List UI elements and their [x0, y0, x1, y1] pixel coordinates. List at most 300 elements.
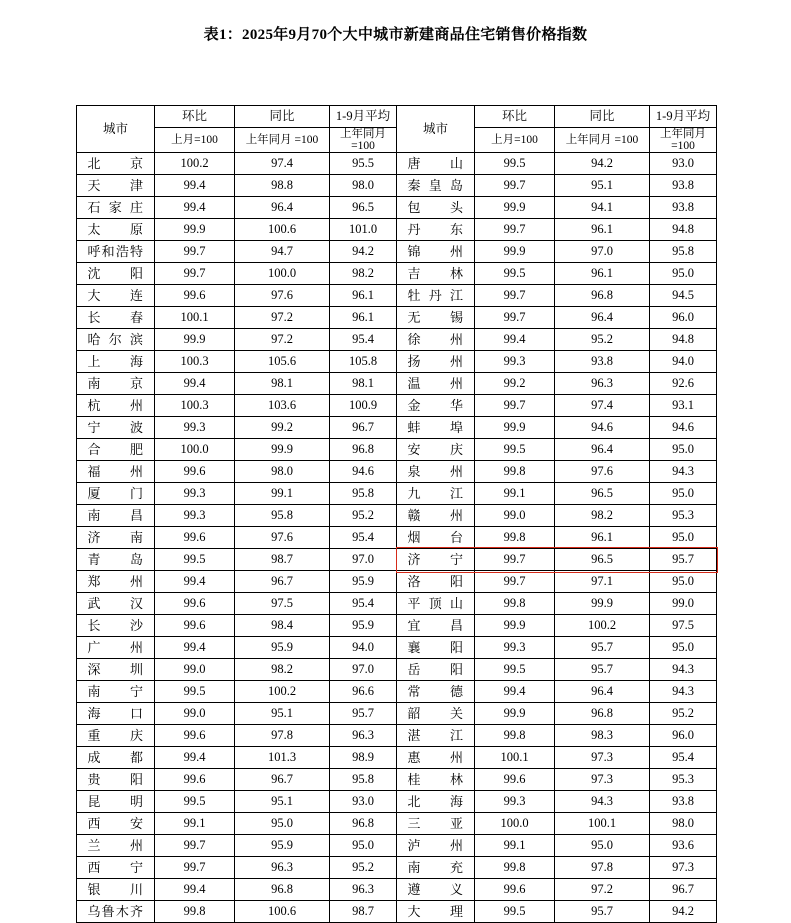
value-cell: 94.6 [650, 417, 717, 439]
value-cell: 99.7 [155, 835, 235, 857]
value-cell: 99.3 [475, 637, 555, 659]
value-cell: 99.0 [650, 593, 717, 615]
city-name-left: 海口 [77, 703, 155, 725]
value-cell: 100.0 [155, 439, 235, 461]
page-title: 表1：2025年9月70个大中城市新建商品住宅销售价格指数 [203, 27, 588, 43]
value-cell: 96.7 [235, 571, 330, 593]
value-cell: 94.2 [330, 241, 397, 263]
city-name-left: 长春 [77, 307, 155, 329]
value-cell: 100.2 [555, 615, 650, 637]
value-cell: 99.8 [475, 527, 555, 549]
table-head [77, 106, 717, 153]
value-cell: 96.3 [235, 857, 330, 879]
value-cell: 95.1 [235, 703, 330, 725]
city-name-left: 厦门 [77, 483, 155, 505]
city-name-left: 福州 [77, 461, 155, 483]
header-group-yoy-right: 同比 [555, 106, 650, 128]
city-name-left: 哈尔滨 [77, 329, 155, 351]
value-cell: 99.9 [475, 615, 555, 637]
city-name-right: 遵义 [397, 879, 475, 901]
value-cell: 93.8 [650, 197, 717, 219]
table-row [77, 527, 717, 549]
value-cell: 99.7 [155, 263, 235, 285]
value-cell: 98.2 [555, 505, 650, 527]
value-cell: 99.0 [155, 703, 235, 725]
value-cell: 97.6 [235, 527, 330, 549]
value-cell: 95.1 [555, 175, 650, 197]
value-cell: 94.3 [555, 791, 650, 813]
table-row [77, 725, 717, 747]
value-cell: 97.3 [555, 747, 650, 769]
value-cell: 95.0 [650, 571, 717, 593]
city-name-right: 蚌埠 [397, 417, 475, 439]
value-cell: 95.0 [650, 483, 717, 505]
table-row [77, 615, 717, 637]
value-cell: 96.4 [555, 439, 650, 461]
city-name-right: 湛江 [397, 725, 475, 747]
value-cell: 97.5 [650, 615, 717, 637]
value-cell: 99.5 [155, 681, 235, 703]
value-cell: 99.6 [155, 615, 235, 637]
value-cell: 94.2 [555, 153, 650, 175]
table-row [77, 417, 717, 439]
city-name-right: 扬州 [397, 351, 475, 373]
value-cell: 98.8 [235, 175, 330, 197]
value-cell: 96.8 [330, 439, 397, 461]
city-name-left: 合肥 [77, 439, 155, 461]
city-name-left: 宁波 [77, 417, 155, 439]
city-name-right: 温州 [397, 373, 475, 395]
value-cell: 96.4 [555, 307, 650, 329]
value-cell: 95.3 [650, 769, 717, 791]
value-cell: 94.6 [555, 417, 650, 439]
city-name-left: 乌鲁木齐 [77, 901, 155, 923]
value-cell: 96.1 [555, 527, 650, 549]
value-cell: 99.9 [235, 439, 330, 461]
value-cell: 95.0 [555, 835, 650, 857]
table-row [77, 197, 717, 219]
value-cell: 99.4 [155, 637, 235, 659]
value-cell: 98.1 [330, 373, 397, 395]
value-cell: 96.0 [650, 725, 717, 747]
table-row [77, 681, 717, 703]
header-sub-avg-left: 上年同月 =100 [330, 128, 397, 153]
value-cell: 96.5 [330, 197, 397, 219]
city-name-right: 洛阳 [397, 571, 475, 593]
value-cell: 99.9 [555, 593, 650, 615]
city-name-right: 泉州 [397, 461, 475, 483]
city-name-right: 丹东 [397, 219, 475, 241]
value-cell: 97.5 [235, 593, 330, 615]
value-cell: 95.7 [330, 703, 397, 725]
value-cell: 96.8 [235, 879, 330, 901]
value-cell: 105.6 [235, 351, 330, 373]
city-name-left: 西安 [77, 813, 155, 835]
city-name-right: 锦州 [397, 241, 475, 263]
table-row [77, 857, 717, 879]
city-name-right: 南充 [397, 857, 475, 879]
value-cell: 99.1 [475, 483, 555, 505]
value-cell: 94.6 [330, 461, 397, 483]
value-cell: 99.4 [155, 175, 235, 197]
value-cell: 99.3 [155, 483, 235, 505]
value-cell: 98.1 [235, 373, 330, 395]
value-cell: 98.0 [650, 813, 717, 835]
value-cell: 93.8 [555, 351, 650, 373]
value-cell: 95.0 [650, 527, 717, 549]
value-cell: 99.6 [155, 527, 235, 549]
value-cell: 94.3 [650, 659, 717, 681]
value-cell: 99.6 [155, 461, 235, 483]
value-cell: 99.7 [475, 307, 555, 329]
value-cell: 96.5 [555, 483, 650, 505]
city-name-left: 武汉 [77, 593, 155, 615]
value-cell: 99.5 [475, 659, 555, 681]
value-cell: 99.9 [475, 241, 555, 263]
value-cell: 94.3 [650, 681, 717, 703]
city-name-right: 牡丹江 [397, 285, 475, 307]
value-cell: 99.2 [235, 417, 330, 439]
value-cell: 94.8 [650, 219, 717, 241]
value-cell: 99.9 [475, 703, 555, 725]
value-cell: 95.7 [555, 637, 650, 659]
value-cell: 99.3 [155, 505, 235, 527]
value-cell: 105.8 [330, 351, 397, 373]
value-cell: 93.0 [650, 153, 717, 175]
value-cell: 99.9 [155, 329, 235, 351]
value-cell: 95.3 [650, 505, 717, 527]
value-cell: 98.0 [330, 175, 397, 197]
value-cell: 100.1 [475, 747, 555, 769]
value-cell: 95.0 [235, 813, 330, 835]
value-cell: 99.7 [475, 571, 555, 593]
table-row [77, 175, 717, 197]
city-name-left: 杭州 [77, 395, 155, 417]
value-cell: 99.7 [475, 395, 555, 417]
city-name-right: 岳阳 [397, 659, 475, 681]
value-cell: 99.3 [155, 417, 235, 439]
city-name-right: 泸州 [397, 835, 475, 857]
value-cell: 97.3 [555, 769, 650, 791]
value-cell: 100.0 [235, 263, 330, 285]
city-name-right: 包头 [397, 197, 475, 219]
city-name-right: 宜昌 [397, 615, 475, 637]
value-cell: 96.0 [650, 307, 717, 329]
value-cell: 95.9 [330, 615, 397, 637]
city-name-right: 秦皇岛 [397, 175, 475, 197]
table-row [77, 571, 717, 593]
value-cell: 99.4 [155, 197, 235, 219]
value-cell: 99.6 [155, 769, 235, 791]
value-cell: 95.0 [330, 835, 397, 857]
value-cell: 99.8 [475, 461, 555, 483]
value-cell: 101.3 [235, 747, 330, 769]
value-cell: 97.8 [235, 725, 330, 747]
city-name-left: 深圳 [77, 659, 155, 681]
city-name-right: 吉林 [397, 263, 475, 285]
table-row [77, 593, 717, 615]
value-cell: 99.1 [475, 835, 555, 857]
value-cell: 96.7 [330, 417, 397, 439]
header-sub-yoy-right: 上年同月 =100 [555, 128, 650, 153]
city-name-left: 重庆 [77, 725, 155, 747]
table-row [77, 791, 717, 813]
value-cell: 95.7 [650, 549, 717, 571]
value-cell: 99.7 [475, 219, 555, 241]
table-row [77, 813, 717, 835]
value-cell: 95.4 [330, 593, 397, 615]
table-row [77, 901, 717, 923]
value-cell: 99.9 [155, 219, 235, 241]
value-cell: 96.8 [555, 703, 650, 725]
value-cell: 95.9 [235, 637, 330, 659]
city-name-right: 三亚 [397, 813, 475, 835]
value-cell: 98.2 [235, 659, 330, 681]
city-name-right: 安庆 [397, 439, 475, 461]
value-cell: 97.4 [555, 395, 650, 417]
value-cell: 96.1 [555, 219, 650, 241]
value-cell: 99.4 [155, 747, 235, 769]
city-name-left: 西宁 [77, 857, 155, 879]
value-cell: 93.8 [650, 175, 717, 197]
value-cell: 99.7 [475, 549, 555, 571]
city-name-right: 桂林 [397, 769, 475, 791]
city-name-left: 广州 [77, 637, 155, 659]
value-cell: 99.4 [155, 571, 235, 593]
value-cell: 99.4 [155, 879, 235, 901]
value-cell: 95.2 [650, 703, 717, 725]
value-cell: 94.2 [650, 901, 717, 923]
value-cell: 92.6 [650, 373, 717, 395]
value-cell: 99.6 [475, 769, 555, 791]
value-cell: 99.7 [155, 241, 235, 263]
value-cell: 95.8 [235, 505, 330, 527]
value-cell: 96.1 [330, 285, 397, 307]
value-cell: 100.2 [155, 153, 235, 175]
value-cell: 96.1 [330, 307, 397, 329]
table-row [77, 769, 717, 791]
value-cell: 95.2 [330, 857, 397, 879]
value-cell: 98.7 [235, 549, 330, 571]
table-row [77, 461, 717, 483]
city-name-right: 九江 [397, 483, 475, 505]
city-name-left: 银川 [77, 879, 155, 901]
value-cell: 98.4 [235, 615, 330, 637]
value-cell: 95.2 [555, 329, 650, 351]
value-cell: 95.1 [235, 791, 330, 813]
price-index-table [76, 105, 717, 923]
value-cell: 98.9 [330, 747, 397, 769]
table-body [77, 153, 717, 923]
value-cell: 97.0 [330, 659, 397, 681]
city-name-left: 沈阳 [77, 263, 155, 285]
value-cell: 95.8 [330, 769, 397, 791]
table-row [77, 351, 717, 373]
city-name-left: 呼和浩特 [77, 241, 155, 263]
value-cell: 94.7 [235, 241, 330, 263]
value-cell: 94.0 [330, 637, 397, 659]
value-cell: 97.8 [555, 857, 650, 879]
value-cell: 95.2 [330, 505, 397, 527]
value-cell: 96.4 [235, 197, 330, 219]
city-name-left: 兰州 [77, 835, 155, 857]
value-cell: 100.1 [155, 307, 235, 329]
value-cell: 99.9 [475, 417, 555, 439]
value-cell: 96.1 [555, 263, 650, 285]
city-name-left: 成都 [77, 747, 155, 769]
value-cell: 99.7 [155, 857, 235, 879]
value-cell: 99.6 [155, 593, 235, 615]
city-name-left: 昆明 [77, 791, 155, 813]
city-name-right: 无锡 [397, 307, 475, 329]
value-cell: 100.3 [155, 351, 235, 373]
value-cell: 99.4 [475, 329, 555, 351]
city-name-left: 北京 [77, 153, 155, 175]
city-name-left: 大连 [77, 285, 155, 307]
value-cell: 95.7 [555, 659, 650, 681]
value-cell: 95.8 [650, 241, 717, 263]
table-row [77, 219, 717, 241]
city-name-left: 青岛 [77, 549, 155, 571]
header-city-right: 城市 [397, 106, 475, 153]
value-cell: 93.8 [650, 791, 717, 813]
value-cell: 93.1 [650, 395, 717, 417]
table-row [77, 835, 717, 857]
value-cell: 100.9 [330, 395, 397, 417]
value-cell: 95.0 [650, 263, 717, 285]
value-cell: 99.1 [155, 813, 235, 835]
value-cell: 98.0 [235, 461, 330, 483]
city-name-left: 上海 [77, 351, 155, 373]
value-cell: 99.3 [475, 791, 555, 813]
value-cell: 95.4 [650, 747, 717, 769]
value-cell: 99.6 [155, 285, 235, 307]
value-cell: 100.0 [475, 813, 555, 835]
city-name-left: 南昌 [77, 505, 155, 527]
value-cell: 99.8 [475, 857, 555, 879]
value-cell: 98.3 [555, 725, 650, 747]
city-name-left: 长沙 [77, 615, 155, 637]
table-row [77, 747, 717, 769]
value-cell: 94.3 [650, 461, 717, 483]
value-cell: 97.2 [555, 879, 650, 901]
table-row [77, 285, 717, 307]
value-cell: 97.6 [555, 461, 650, 483]
city-name-left: 南京 [77, 373, 155, 395]
value-cell: 99.5 [475, 153, 555, 175]
value-cell: 97.4 [235, 153, 330, 175]
table-row [77, 307, 717, 329]
value-cell: 97.0 [555, 241, 650, 263]
value-cell: 100.6 [235, 901, 330, 923]
table-row [77, 879, 717, 901]
city-name-right: 济宁 [397, 549, 475, 571]
city-name-left: 贵阳 [77, 769, 155, 791]
value-cell: 94.1 [555, 197, 650, 219]
value-cell: 96.7 [235, 769, 330, 791]
city-name-right: 烟台 [397, 527, 475, 549]
city-name-right: 韶关 [397, 703, 475, 725]
value-cell: 99.7 [475, 285, 555, 307]
value-cell: 97.2 [235, 329, 330, 351]
value-cell: 99.0 [475, 505, 555, 527]
city-name-right: 襄阳 [397, 637, 475, 659]
header-sub-mom-left: 上月=100 [155, 128, 235, 153]
city-name-right: 大理 [397, 901, 475, 923]
table-row [77, 439, 717, 461]
value-cell: 99.5 [475, 263, 555, 285]
value-cell: 95.9 [235, 835, 330, 857]
value-cell: 100.3 [155, 395, 235, 417]
city-name-left: 天津 [77, 175, 155, 197]
city-name-right: 平顶山 [397, 593, 475, 615]
value-cell: 99.5 [155, 549, 235, 571]
value-cell: 96.4 [555, 681, 650, 703]
value-cell: 95.4 [330, 329, 397, 351]
value-cell: 99.6 [155, 725, 235, 747]
value-cell: 95.0 [650, 439, 717, 461]
value-cell: 100.1 [555, 813, 650, 835]
table-row [77, 505, 717, 527]
table-row [77, 153, 717, 175]
value-cell: 95.8 [330, 483, 397, 505]
city-name-right: 常德 [397, 681, 475, 703]
value-cell: 99.9 [475, 197, 555, 219]
table-row [77, 263, 717, 285]
header-sub-avg-right: 上年同月 =100 [650, 128, 717, 153]
header-sub-yoy-left: 上年同月 =100 [235, 128, 330, 153]
value-cell: 97.3 [650, 857, 717, 879]
table-row [77, 637, 717, 659]
header-group-avg-right: 1-9月平均 [650, 106, 717, 128]
city-name-left: 南宁 [77, 681, 155, 703]
value-cell: 96.3 [555, 373, 650, 395]
value-cell: 97.0 [330, 549, 397, 571]
header-city-left: 城市 [77, 106, 155, 153]
value-cell: 97.2 [235, 307, 330, 329]
value-cell: 103.6 [235, 395, 330, 417]
value-cell: 99.0 [155, 659, 235, 681]
city-name-right: 徐州 [397, 329, 475, 351]
header-sub-mom-right: 上月=100 [475, 128, 555, 153]
value-cell: 99.5 [475, 901, 555, 923]
city-name-left: 郑州 [77, 571, 155, 593]
value-cell: 97.1 [555, 571, 650, 593]
city-name-left: 石家庄 [77, 197, 155, 219]
value-cell: 98.2 [330, 263, 397, 285]
table-row [77, 703, 717, 725]
value-cell: 95.4 [330, 527, 397, 549]
city-name-right: 金华 [397, 395, 475, 417]
value-cell: 99.5 [475, 439, 555, 461]
value-cell: 99.5 [155, 791, 235, 813]
city-name-right: 惠州 [397, 747, 475, 769]
value-cell: 99.4 [155, 373, 235, 395]
city-name-right: 北海 [397, 791, 475, 813]
city-name-left: 太原 [77, 219, 155, 241]
value-cell: 97.6 [235, 285, 330, 307]
header-group-yoy-left: 同比 [235, 106, 330, 128]
value-cell: 101.0 [330, 219, 397, 241]
value-cell: 99.2 [475, 373, 555, 395]
header-group-mom-left: 环比 [155, 106, 235, 128]
value-cell: 93.6 [650, 835, 717, 857]
value-cell: 100.6 [235, 219, 330, 241]
value-cell: 99.8 [475, 593, 555, 615]
table-row [77, 549, 717, 571]
value-cell: 94.0 [650, 351, 717, 373]
value-cell: 99.8 [475, 725, 555, 747]
